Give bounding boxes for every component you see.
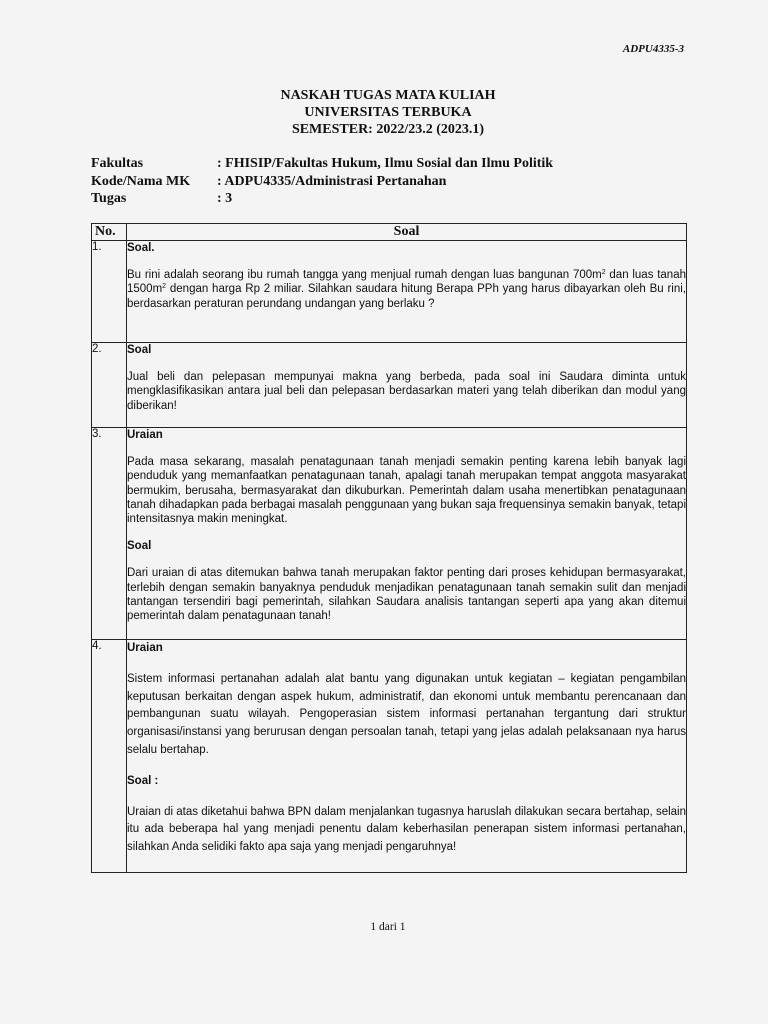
question-heading: Soal. — [127, 242, 155, 254]
uraian-text: Pada masa sekarang, masalah penatagunaan tanah menjadi semakin penting karena lebih banyak lagi penduduk yang memanfaatkan penatagunaan tanah, apalagi tanah merupakan tempat anggota masyarakat bermukim, berusaha, bermasyarakat dan dikuburkan. Pemerintah dalam usaha menertibkan penatagunaan tanah dihadapkan pada berbagai masalah penggunaan yang bukan saja frequensinya semakin banyak, tetapi intensitasnya makin meningkat. — [127, 456, 686, 526]
question-number: 4. — [92, 640, 127, 873]
soal-heading: Soal — [127, 540, 152, 553]
title-line-1: NASKAH TUGAS MATA KULIAH — [280, 88, 496, 103]
meta-key: Tugas — [91, 191, 127, 206]
question-content — [127, 428, 687, 640]
table-row — [92, 343, 687, 428]
question-number: 1. — [92, 241, 127, 343]
column-header-soal: Soal — [127, 224, 687, 241]
meta-key: Kode/Nama MK — [91, 173, 191, 189]
questions-table — [91, 223, 687, 873]
document-code: ADPU4335-3 — [622, 43, 684, 55]
meta-key: Fakultas — [91, 156, 144, 171]
table-header-row — [92, 224, 687, 241]
column-header-no: No. — [92, 224, 127, 241]
course-info — [91, 155, 553, 208]
soal-text: Uraian di atas diketahui bahwa BPN dalam menjalankan tugasnya haruslah dilakukan secara bertahap, selain itu ada beberapa hal yang menjadi penentu dalam keberhasilan penerapan sistem informasi pertanahan, silahkan Anda selidiki fakto apa saja yang menjadi pengaruhnya! — [127, 805, 686, 854]
uraian-heading: Uraian — [127, 642, 163, 654]
meta-value: : FHISIP/Fakultas Hukum, Ilmu Sosial dan Ilmu Politik — [217, 156, 554, 171]
meta-row-faculty — [91, 155, 553, 173]
question-number: 3. — [92, 428, 127, 640]
uraian-heading: Uraian — [127, 429, 163, 441]
table-row — [92, 640, 687, 873]
page-number: 1 dari 1 — [370, 921, 406, 933]
question-content — [127, 640, 687, 873]
question-number: 2. — [92, 343, 127, 428]
meta-row-assignment — [91, 190, 553, 208]
document-title — [0, 87, 768, 138]
table-row — [92, 241, 687, 343]
soal-text: Dari uraian di atas ditemukan bahwa tanah merupakan faktor penting dari proses kehidupan bermasyarakat, terlebih dengan semakin banyaknya penduduk menjadikan penatagunaan tanah semakin sulit dan menjadi tantangan tersendiri bagi pemerintah, silahkan Saudara analisis tantangan seperti apa yang akan ditemui pemerintah dalam penatagunaan tanah! — [127, 567, 686, 623]
table-row — [92, 428, 687, 640]
title-line-2: UNIVERSITAS TERBUKA — [304, 105, 472, 120]
uraian-text: Sistem informasi pertanahan adalah alat bantu yang digunakan untuk kegiatan – kegiatan pengambilan keputusan berkaitan dengan aspek hukum, administratif, dan ekonomi untuk membantu perencanaan dan pembangunan suatu wilayah. Pengoperasian sistem informasi pertanahan tergantung dari struktur organisasi/instansi yang berurusan dengan persoalan tanah, tetapi yang jelas adalah pelaksanaan nya harus selalu bertahap. — [127, 672, 686, 756]
soal-heading: Soal : — [127, 774, 159, 787]
title-line-3: SEMESTER: 2022/23.2 (2023.1) — [291, 122, 485, 137]
question-text: Jual beli dan pelepasan mempunyai makna yang berbeda, pada soal ini Saudara diminta untuk mengklasifikasikan antara jual beli dan pelepasan berdasarkan materi yang telah diberikan dan modul yang diberikan! — [127, 371, 686, 412]
question-content — [127, 241, 687, 343]
meta-row-course — [91, 173, 553, 191]
meta-value: : 3 — [217, 191, 233, 206]
question-heading: Soal — [127, 344, 152, 356]
meta-value: : ADPU4335/Administrasi Pertanahan — [217, 173, 447, 189]
question-content — [127, 343, 687, 428]
question-text: Bu rini adalah seorang ibu rumah tangga yang menjual rumah dengan luas bangunan $700m^2$ dan luas tanah $1500m^2$ dengan harga Rp 2 miliar. Silahkan saudara hitung Berapa PPh yang harus dibayarkan oleh Bu rini, berdasarkan peraturan perundang undangan yang berlaku ? — [127, 269, 686, 310]
